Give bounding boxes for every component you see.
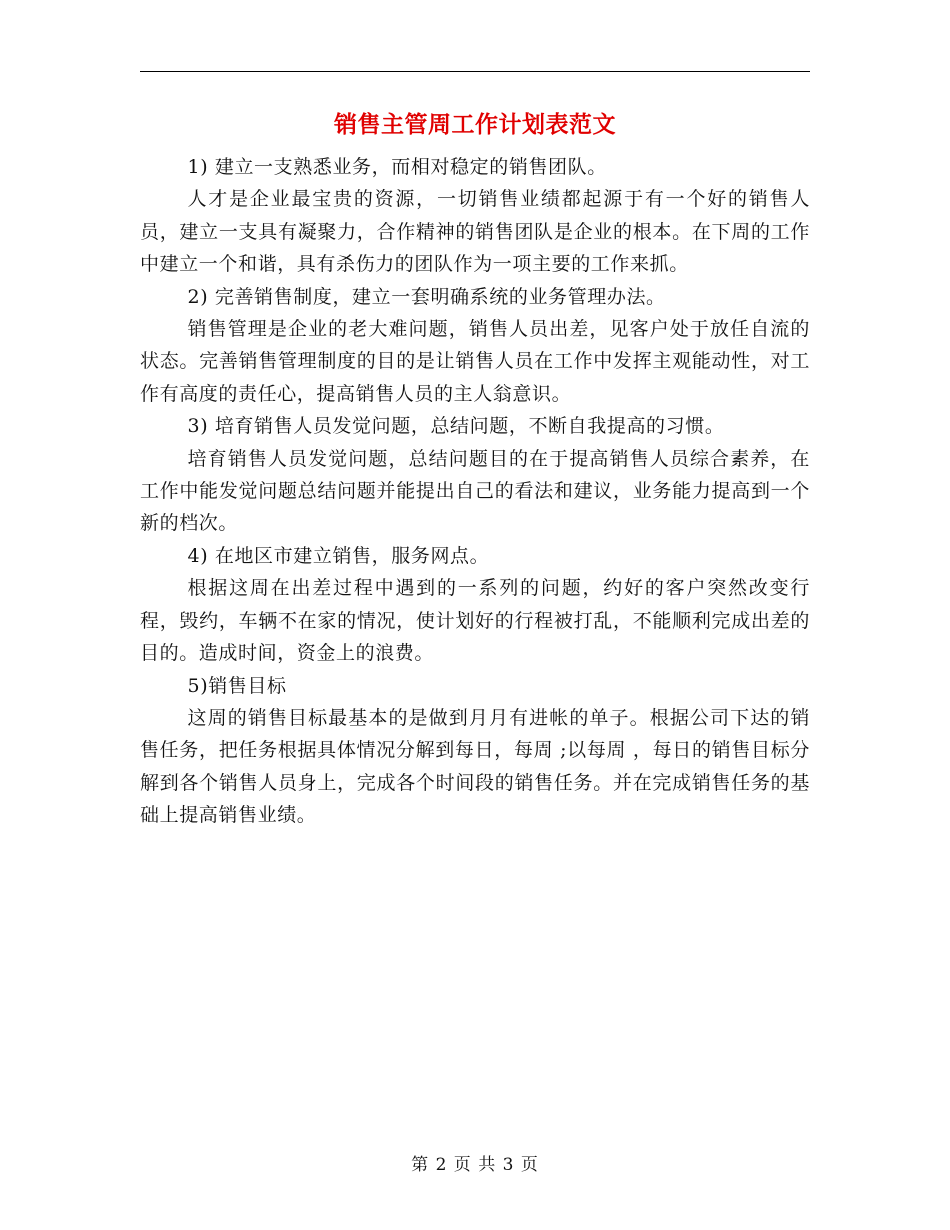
- header-rule: [140, 71, 810, 72]
- section-paragraph-2: 销售管理是企业的老大难问题，销售人员出差，见客户处于放任自流的状态。完善销售管理制度的目的是让销售人员在工作中发挥主观能动性，对工作有高度的责任心，提高销售人员的主人翁意识。: [140, 318, 810, 405]
- section-paragraph-3: 培育销售人员发觉问题，总结问题目的在于提高销售人员综合素养，在工作中能发觉问题总结问题并能提出自己的看法和建议，业务能力提高到一个新的档次。: [140, 447, 810, 535]
- page-number-footer: 第 2 页 共 3 页: [411, 1155, 539, 1175]
- section-paragraph-5: 这周的销售目标最基本的是做到月月有进帐的单子。根据公司下达的销售任务，把任务根据具体情况分解到每日，每周 ;以每周 ，每日的销售目标分解到各个销售人员身上，完成各个时间段的销售任务。并在完成销售任务的基础上提高销售业绩。: [140, 706, 810, 827]
- section-heading-3: 3) 培育销售人员发觉问题，总结问题，不断自我提高的习惯。: [187, 415, 725, 438]
- section-heading-1: 1) 建立一支熟悉业务，而相对稳定的销售团队。: [187, 156, 607, 178]
- document-body: [140, 151, 810, 832]
- section-heading-4: 4) 在地区市建立销售，服务网点。: [187, 544, 490, 567]
- document-title: 销售主管周工作计划表范文: [334, 112, 616, 138]
- section-heading-5: 5)销售目标: [187, 674, 287, 697]
- section-heading-2: 2) 完善销售制度，建立一套明确系统的业务管理办法。: [187, 285, 666, 308]
- section-paragraph-4: 根据这周在出差过程中遇到的一系列的问题，约好的客户突然改变行程，毁约，车辆不在家的情况，使计划好的行程被打乱，不能顺利完成出差的目的。造成时间，资金上的浪费。: [140, 577, 810, 665]
- section-paragraph-1: 人才是企业最宝贵的资源，一切销售业绩都起源于有一个好的销售人员，建立一支具有凝聚力，合作精神的销售团队是企业的根本。在下周的工作中建立一个和谐，具有杀伤力的团队作为一项主要的工作来抓。: [140, 188, 810, 276]
